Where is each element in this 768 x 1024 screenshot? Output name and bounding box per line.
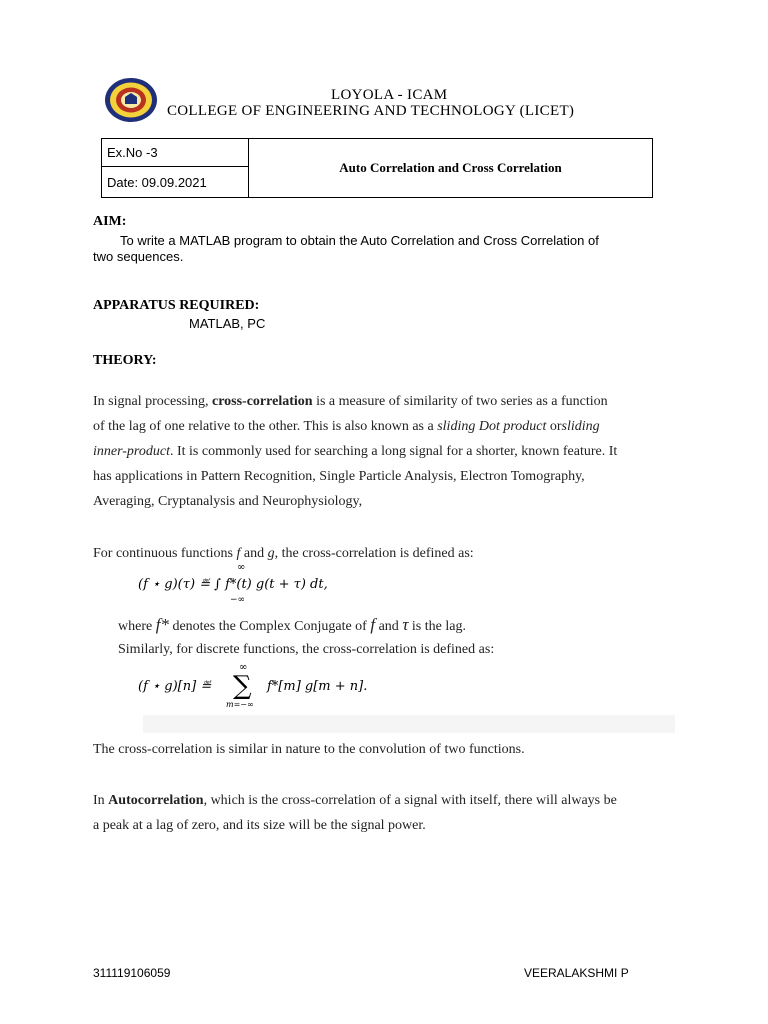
theory-paragraph-1: In signal processing, cross-correlation is a measure of similarity of two series as a function of the lag of one relative to the other. This is also known as a sliding Dot product orsliding inner-product. It is commonly used for searching a long signal for a shorter, known feature. It has applications in Pattern Recognition, Single Particle Analysis, Electron Tomography, Averaging, Cryptanalysis and Neurophysiology, (93, 394, 618, 509)
term-autocorrelation: Autocorrelation (108, 793, 204, 808)
footer-student-name: VEERALAKSHMI P (524, 966, 629, 980)
discrete-rhs: f*[m] g[m + n]. (267, 679, 368, 694)
convolution-note: The cross-correlation is similar in nature to the convolution of two functions. (93, 742, 525, 757)
footer-register-number: 311119106059 (93, 966, 171, 980)
discrete-lhs: (f ⋆ g)[n] ≝ (138, 679, 212, 694)
discrete-intro: Similarly, for discrete functions, the cross-correlation is defined as: (118, 642, 495, 657)
continuous-formula: (f ⋆ g)(τ) ≝ ∫ f*(t) g(t + τ) dt, (138, 577, 328, 592)
aim-heading: AIM: (93, 214, 127, 229)
experiment-title: Auto Correlation and Cross Correlation (339, 160, 562, 175)
sum-lower-limit: m=−∞ (226, 700, 254, 709)
autocorrelation-paragraph: In Autocorrelation, which is the cross-correlation of a signal with itself, there will always be a peak at a lag of zero, and its size will be the signal power. (93, 793, 617, 833)
apparatus-items: MATLAB, PC (189, 316, 266, 331)
where-line: where f* denotes the Complex Conjugate of f and τ is the lag. (118, 615, 466, 634)
sum-symbol: ∑ (233, 671, 252, 701)
equation-discrete (138, 660, 438, 712)
experiment-date: Date: 09.09.2021 (107, 174, 207, 190)
equation-continuous (138, 562, 438, 610)
college-name-line2: COLLEGE OF ENGINEERING AND TECHNOLOGY (LICET) (167, 103, 575, 119)
theory-heading: THEORY: (93, 353, 157, 368)
sum-upper-limit: ∞ (239, 662, 248, 673)
college-logo (103, 77, 159, 123)
apparatus-heading: APPARATUS REQUIRED: (93, 298, 260, 313)
exercise-number: Ex.No -3 (107, 145, 158, 161)
shaded-divider (143, 715, 675, 733)
integral-lower-limit: −∞ (230, 595, 246, 605)
college-name-line1: LOYOLA - ICAM (331, 87, 448, 103)
continuous-intro: For continuous functions f and g, the cross-correlation is defined as: (93, 546, 474, 561)
experiment-info-table (101, 138, 653, 198)
aim-text-line1: To write a MATLAB program to obtain the Auto Correlation and Cross Correlation of (120, 233, 599, 248)
integral-upper-limit: ∞ (237, 562, 246, 573)
aim-text-line2: two sequences. (93, 249, 184, 264)
term-cross-correlation: cross-correlation (211, 394, 313, 409)
